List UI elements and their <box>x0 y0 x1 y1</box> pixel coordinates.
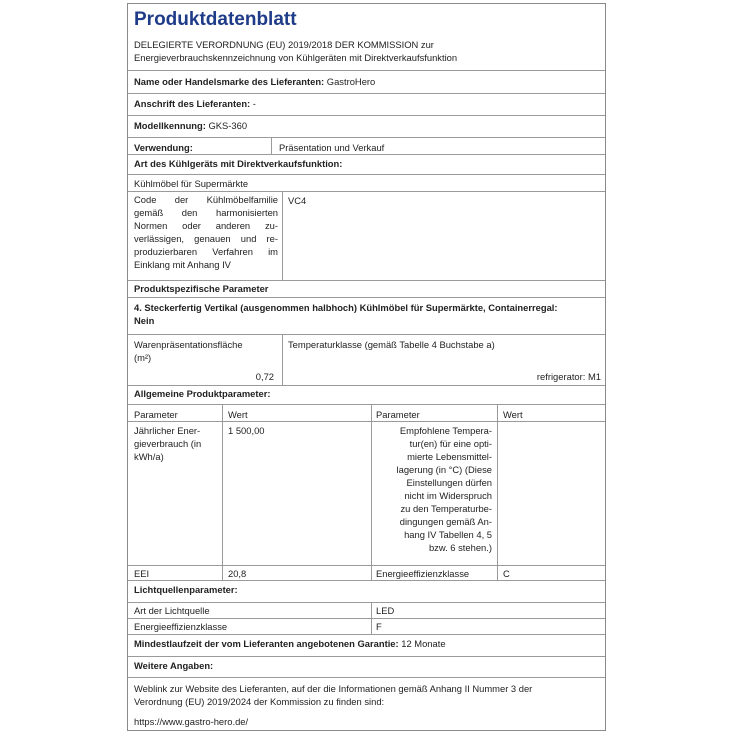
table-header-value-1: Wert <box>228 409 248 420</box>
weblink-line-1: Weblink zur Website des Lieferanten, auf der die Informationen gemäß Anhang II Nummer 3 der <box>134 683 533 694</box>
address-value: - <box>252 98 256 109</box>
address-row <box>134 97 256 110</box>
weblink-line-2: Verordnung (EU) 2019/2024 der Kommission zu finden sind: <box>134 696 385 707</box>
usage-value: Präsentation und Verkauf <box>279 142 385 153</box>
table-header-parameter-2: Parameter <box>376 409 420 420</box>
further-header: Weitere Angaben: <box>134 660 214 671</box>
temp-class-value: refrigerator: M1 <box>536 371 601 382</box>
efficiency-class-label: Energieeffizienzklasse <box>376 568 470 579</box>
supplier-row <box>134 75 375 88</box>
display-area-label-1: Warenpräsentationsfläche <box>134 339 243 350</box>
supplier-label: Name oder Handelsmarke des Lieferanten: <box>134 76 325 87</box>
energy-consumption-label: Jährlicher Ener- gieverbrauch (in kWh/a) <box>134 425 202 462</box>
efficiency-class-value: C <box>503 568 510 579</box>
family-code-value: VC4 <box>288 195 307 206</box>
display-area-label-2: (m²) <box>134 352 152 363</box>
light-type-label: Art der Lichtquelle <box>134 605 210 616</box>
guarantee-label: Mindestlaufzeit der vom Lieferanten angebotenen Garantie: <box>134 638 399 649</box>
display-area-value: 0,72 <box>255 371 274 382</box>
regulation-line-2: Energieverbrauchskennzeichnung von Kühlgeräten mit Direktverkaufsfunktion <box>134 52 458 63</box>
product-params-header: Produktspezifische Parameter <box>134 283 269 294</box>
light-efficiency-label: Energieeffizienzklasse <box>134 621 228 632</box>
supplier-url: https://www.gastro-hero.de/ <box>134 716 249 727</box>
model-row <box>134 119 247 132</box>
regulation-line-1: DELEGIERTE VERORDNUNG (EU) 2019/2018 DER KOMMISSION zur <box>134 39 434 50</box>
address-label: Anschrift des Lieferanten: <box>134 98 251 109</box>
light-header: Lichtquellenparameter: <box>134 584 238 595</box>
product-data-sheet <box>127 3 606 731</box>
temp-class-label: Temperaturklasse (gemäß Tabelle 4 Buchstabe a) <box>288 339 495 350</box>
model-label: Modellkennung: <box>134 120 206 131</box>
table-header-value-2: Wert <box>503 409 523 420</box>
guarantee-row <box>134 637 446 650</box>
type-value: Kühlmöbel für Supermärkte <box>134 178 249 189</box>
category-line-1: 4. Steckerfertig Vertikal (ausgenommen halbhoch) Kühlmöbel für Supermärkte, Containerregal: <box>134 302 558 313</box>
recommended-temperature-label: Empfohlene Tempera- tur(en) für eine opti- mierte Lebensmittel- lagerung (in °C) (Diese Einstellungen dürfen nicht im Widerspruch zu den Temperaturbe- dingungen gemäß An- hang IV Tabellen 4, 5 bzw. 6 stehen.) <box>396 425 492 553</box>
usage-label: Verwendung: <box>134 142 193 153</box>
category-line-2: Nein <box>134 315 155 326</box>
eei-value: 20,8 <box>228 568 247 579</box>
type-header: Art des Kühlgeräts mit Direktverkaufsfunktion: <box>134 158 343 169</box>
supplier-value: GastroHero <box>326 76 376 87</box>
table-header-parameter-1: Parameter <box>134 409 178 420</box>
light-type-value: LED <box>376 605 395 616</box>
guarantee-value: 12 Monate <box>401 638 446 649</box>
light-efficiency-value: F <box>376 621 382 632</box>
model-value: GKS-360 <box>208 120 248 131</box>
energy-consumption-value: 1 500,00 <box>228 425 265 436</box>
general-header: Allgemeine Produktparameter: <box>134 388 271 399</box>
eei-label: EEI <box>134 568 150 579</box>
family-code-label: Code der Kühlmöbelfamilie gemäß den harmonisierten Normen oder anderen zu- verlässigen, genauen und re- produzierbaren Verfahren im Einklang mit Anhang IV <box>134 194 278 270</box>
sheet-title: Produktdatenblatt <box>134 9 297 30</box>
